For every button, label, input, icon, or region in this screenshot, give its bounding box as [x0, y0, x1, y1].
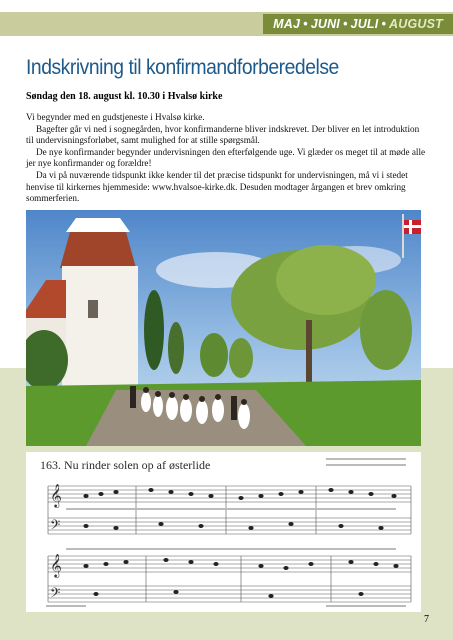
svg-text:𝄢: 𝄢 — [50, 517, 61, 536]
sheet-music — [26, 452, 421, 612]
month-labels — [273, 14, 443, 34]
month-separator: • — [303, 17, 308, 31]
paragraph-2: Bagefter går vi ned i sognegården, hvor konfirmanderne bliver indskrevet. Der bliver en let introduktion til undervisningsforløbet, samt mulighed for at stille spørgsmål. — [26, 123, 420, 146]
article-subtitle: Søndag den 18. august kl. 10.30 i Hvalsø kirke — [26, 91, 223, 102]
svg-text:𝄢: 𝄢 — [50, 585, 61, 604]
svg-text:𝄞: 𝄞 — [50, 483, 62, 507]
hymn-title: 163. Nu rinder solen op af østerlide — [40, 458, 211, 472]
article-body — [26, 112, 426, 205]
svg-text:𝄞: 𝄞 — [50, 553, 62, 577]
paragraph-3: De nye konfirmander begynder undervisningen den efterfølgende uge. Vi glæder os meget til at møde alle jer nye konfirmander og forældre! — [26, 146, 426, 169]
month-separator: • — [342, 17, 348, 31]
month-juli: JULI — [350, 17, 379, 31]
month-august: AUGUST — [389, 17, 443, 31]
article-title: Indskrivning til konfirmandforberedelse — [26, 56, 339, 79]
sheet-music-staves — [26, 452, 421, 612]
month-juni: JUNI — [310, 17, 340, 31]
page-number: 7 — [424, 614, 429, 625]
paragraph-4: Da vi på nuværende tidspunkt ikke kender til det præcise tidspunkt for undervisningen, må vi i stedet henvise til kirkernes hjemmeside: www.hvalsoe-kirke.dk. Desuden modtager årgangen et brev omkring sommerferien. — [26, 169, 408, 204]
church-photo-illustration — [26, 210, 421, 446]
paragraph-1: Vi begynder med en gudstjeneste i Hvalsø kirke. — [26, 112, 205, 122]
month-maj: MAJ — [273, 17, 301, 31]
church-photo — [26, 210, 421, 446]
month-separator: • — [381, 17, 387, 31]
